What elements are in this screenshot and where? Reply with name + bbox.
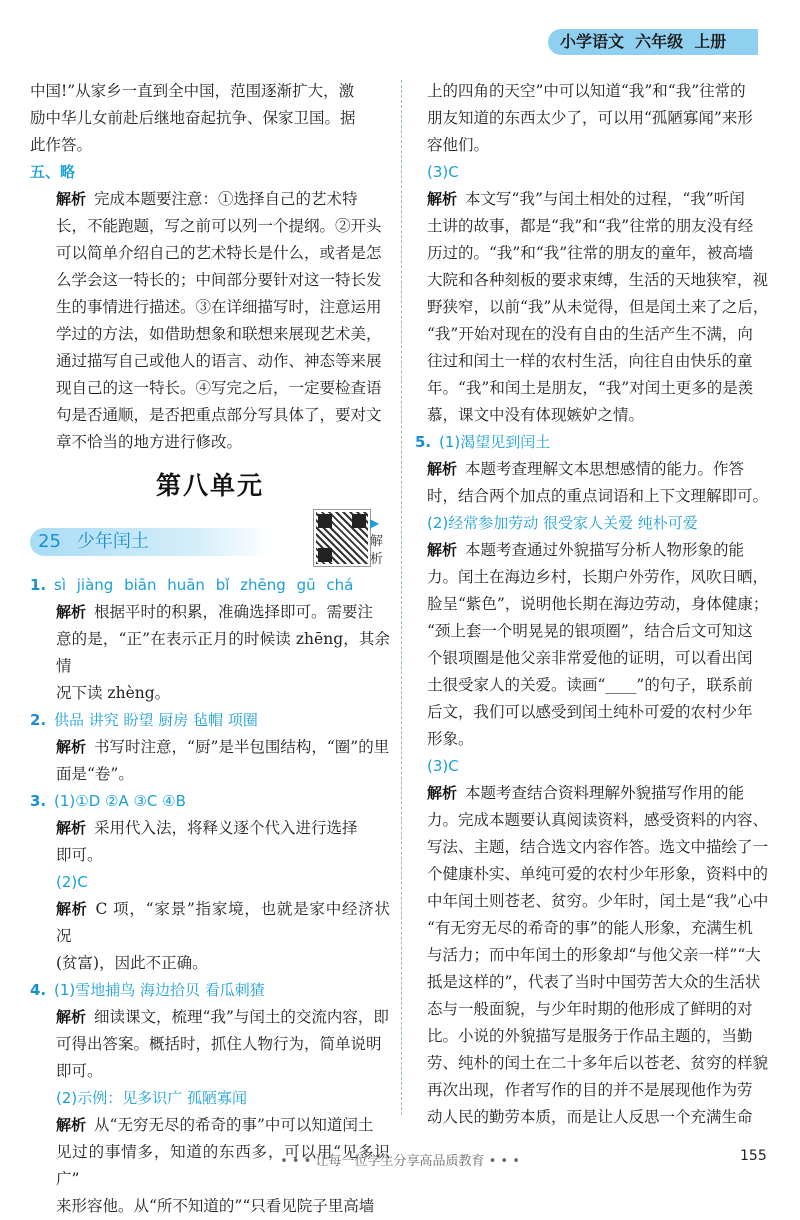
text-line: 态与一般面貌，与少年时期的他形成了鲜明的对 xyxy=(427,1000,753,1018)
text-line: 解析 从“无穷无尽的希奇的事”中可以知道闰土 xyxy=(56,1116,374,1134)
q2-answer: 2. 供品 讲究 盼望 厨房 毡帽 项圈 xyxy=(30,711,258,729)
text-line: 容他们。 xyxy=(427,136,490,154)
right-column xyxy=(415,78,773,1131)
q5r-explanation-3 xyxy=(415,780,773,1131)
q1-answer: 1. sì jiàng biān huān bǐ zhēng gū chá xyxy=(30,576,354,594)
intro-paragraph xyxy=(30,78,390,159)
text-line: 上的四角的天空”中可以知道“我”和“我”往常的 xyxy=(427,82,746,100)
analysis-keyword: 解析 xyxy=(56,190,87,208)
text-line: “有无穷无尽的希奇的事”的能人形象，充满生机 xyxy=(427,919,753,937)
text-line: 劳、纯朴的闰土在二十多年后以苍老、贫穷的样貌 xyxy=(427,1054,769,1072)
play-icon: ▶ xyxy=(370,516,380,530)
analysis-keyword: 解析 xyxy=(427,784,458,802)
header-badge: 小学语文 六年级 上册 xyxy=(548,29,758,55)
text-line: 年。“我”和闰土是朋友，“我”对闰土更多的是羡 xyxy=(427,379,754,397)
text-line: 现自己的这一特长。④写完之后，一定要检查语 xyxy=(56,379,382,397)
q4-answer-2: (2)示例：见多识广 孤陋寡闻 xyxy=(56,1089,248,1107)
text-line: 朋友知道的东西太少了，可以用“孤陋寡闻”来形 xyxy=(427,109,753,127)
text-line: 大院和各种刻板的要求束缚，生活的天地狭窄，视 xyxy=(427,271,769,289)
analysis-keyword: 解析 xyxy=(427,190,458,208)
text-line: 学过的方法，如借助想象和联想来展现艺术美， xyxy=(56,325,382,343)
analysis-keyword: 解析 xyxy=(56,1008,87,1026)
analysis-keyword: 解析 xyxy=(56,603,87,621)
q2-explanation xyxy=(30,734,390,788)
text-line: 历过的。“我”和“我”往常的朋友的童年，被高墙 xyxy=(427,244,754,262)
text-line: 面是“卷”。 xyxy=(56,765,134,783)
text-line: 此作答。 xyxy=(30,136,93,154)
lesson-title: 25 少年闰土 xyxy=(30,528,270,556)
text-line: 后文，我们可以感受到闰土纯朴可爱的农村少年 xyxy=(427,703,753,721)
q4-answer-3: (3)C xyxy=(427,163,459,181)
text-line: 慕，课文中没有体现嫉妒之情。 xyxy=(427,406,645,424)
text-line: 中国!”从家乡一直到全中国，范围逐渐扩大，激 xyxy=(30,82,355,100)
continued-paragraph xyxy=(415,78,773,159)
q5-explanation xyxy=(30,186,390,456)
column-divider xyxy=(401,80,402,1115)
left-column xyxy=(30,78,390,1220)
q1-explanation xyxy=(30,599,390,707)
text-line: 个银项圈是他父亲非常爱他的证明，可以看出闰 xyxy=(427,649,753,667)
q4-answer: 4. (1)雪地捕鸟 海边拾贝 看瓜刺猹 xyxy=(30,981,265,999)
page-number: 155 xyxy=(740,1148,767,1164)
text-line: 往过和闰土一样的农村生活，向往自由快乐的童 xyxy=(427,352,753,370)
q4-explanation-3 xyxy=(415,186,773,429)
text-line: 脸呈“紫色”，说明他长期在海边劳动，身体健康； xyxy=(427,595,769,613)
text-line: 写法、主题，结合选文内容作答。选文中描绘了一 xyxy=(427,838,769,856)
q3-explanation xyxy=(30,815,390,869)
q4-explanation xyxy=(30,1004,390,1085)
q3-answer-2: (2)C xyxy=(56,873,88,891)
qr-code[interactable] xyxy=(314,510,370,566)
analysis-keyword: 解析 xyxy=(56,900,88,918)
text-line: 土讲的故事，都是“我”和“我”往常的朋友没有经 xyxy=(427,217,754,235)
text-line: 章不恰当的地方进行修改。 xyxy=(56,433,243,451)
text-line: 生的事情进行描述。③在详细描写时，注意运用 xyxy=(56,298,382,316)
text-line: 意的是，“正”在表示正月的时候读 zhēng，其余情 xyxy=(56,630,390,675)
q5-answer: 5. (1)渴望见到闰土 xyxy=(415,433,551,451)
q5-heading: 五、略 xyxy=(30,163,76,181)
text-line: 解析 本题考查通过外貌描写分析人物形象的能 xyxy=(427,541,745,559)
text-line: 与活力；而中年闰土的形象却“与他父亲一样”“大 xyxy=(427,946,761,964)
text-line: 解析 书写时注意，“厨”是半包围结构，“圈”的里 xyxy=(56,738,390,756)
text-line: “我”开始对现在的没有自由的生活产生不满，向 xyxy=(427,325,753,343)
qr-label: ▶ 解析 xyxy=(370,516,384,567)
text-line: 解析 根据平时的积累，准确选择即可。需要注 xyxy=(56,603,374,621)
q3-answer: 3. (1)①D ②A ③C ④B xyxy=(30,792,186,810)
text-line: 解析 完成本题要注意：①选择自己的艺术特 xyxy=(56,190,358,208)
text-line: 野狭窄，以前“我”从未觉得，但是闰土来了之后， xyxy=(427,298,769,316)
text-line: 中年闰土则苍老、贫穷。少年时，闰土是“我”心中 xyxy=(427,892,769,910)
text-line: 长，不能跑题，写之前可以列一个提纲。②开头 xyxy=(56,217,382,235)
text-line: 再次出现，作者写作的目的并不是展现他作为劳 xyxy=(427,1081,753,1099)
text-line: 可以简单介绍自己的艺术特长是什么，或者是怎 xyxy=(56,244,382,262)
text-line: 解析 本文写“我”与闰土相处的过程，“我”听闰 xyxy=(427,190,745,208)
text-line: 土很受家人的关爱。读画“____”的句子，联系前 xyxy=(427,676,753,694)
q3-explanation-2 xyxy=(30,896,390,977)
text-line: 来形容他。从“所不知道的”“只看见院子里高墙 xyxy=(56,1197,375,1215)
text-line: 比。小说的外貌描写是服务于作品主题的，当勤 xyxy=(427,1027,753,1045)
text-line: 解析 本题考查结合资料理解外貌描写作用的能 xyxy=(427,784,745,802)
text-line: (贫富)，因此不正确。 xyxy=(56,954,208,972)
q5r-explanation xyxy=(415,456,773,510)
q5r-explanation-2 xyxy=(415,537,773,753)
q5-answer-2: (2)经常参加劳动 很受家人关爱 纯朴可爱 xyxy=(427,514,698,532)
text-line: 动人民的勤劳本质，而是让人反思一个充满生命 xyxy=(427,1108,753,1126)
text-line: 时，结合两个加点的重点词语和上下文理解即可。 xyxy=(427,487,769,505)
text-line: 解析 C 项，“家景”指家境，也就是家中经济状况 xyxy=(56,900,390,945)
text-line: 么学会这一特长的；中间部分要针对这一特长发 xyxy=(56,271,382,289)
lesson-header xyxy=(30,510,390,572)
text-line: 解析 细读课文，梳理“我”与闰土的交流内容，即 xyxy=(56,1008,389,1026)
text-line: 解析 本题考查理解文本思想感情的能力。作答 xyxy=(427,460,745,478)
unit-title: 第八单元 xyxy=(155,471,264,500)
analysis-keyword: 解析 xyxy=(56,1116,87,1134)
text-line: 抵是这样的”，代表了当时中国劳苦大众的生活状 xyxy=(427,973,761,991)
footer-slogan: • • • 让每一位学生分享高品质教育 • • • xyxy=(280,1154,520,1169)
text-line: 可得出答案。概括时，抓住人物行为，简单说明 xyxy=(56,1035,382,1053)
text-line: 力。完成本题要认真阅读资料，感受资料的内容、 xyxy=(427,811,769,829)
analysis-keyword: 解析 xyxy=(56,738,87,756)
text-line: 通过描写自己或他人的语言、动作、神态等来展 xyxy=(56,352,382,370)
text-line: 力。闰土在海边乡村，长期户外劳作，风吹日晒， xyxy=(427,568,769,586)
analysis-keyword: 解析 xyxy=(427,541,458,559)
analysis-keyword: 解析 xyxy=(56,819,87,837)
text-line: 个健康朴实、单纯可爱的农村少年形象，资料中的 xyxy=(427,865,769,883)
q5-answer-3: (3)C xyxy=(427,757,459,775)
text-line: “颈上套一个明晃晃的银项圈”，结合后文可知这 xyxy=(427,622,753,640)
analysis-keyword: 解析 xyxy=(427,460,458,478)
text-line: 解析 采用代入法，将释义逐个代入进行选择 xyxy=(56,819,358,837)
text-line: 即可。 xyxy=(56,846,103,864)
text-line: 形象。 xyxy=(427,730,474,748)
text-line: 即可。 xyxy=(56,1062,103,1080)
text-line: 励中华儿女前赴后继地奋起抗争、保家卫国。据 xyxy=(30,109,356,127)
text-line: 况下读 zhèng。 xyxy=(56,684,171,702)
text-line: 见过的事情多，知道的东西多，可以用“见多识广” xyxy=(56,1143,390,1188)
text-line: 句是否通顺，是否把重点部分写具体了，要对文 xyxy=(56,406,382,424)
